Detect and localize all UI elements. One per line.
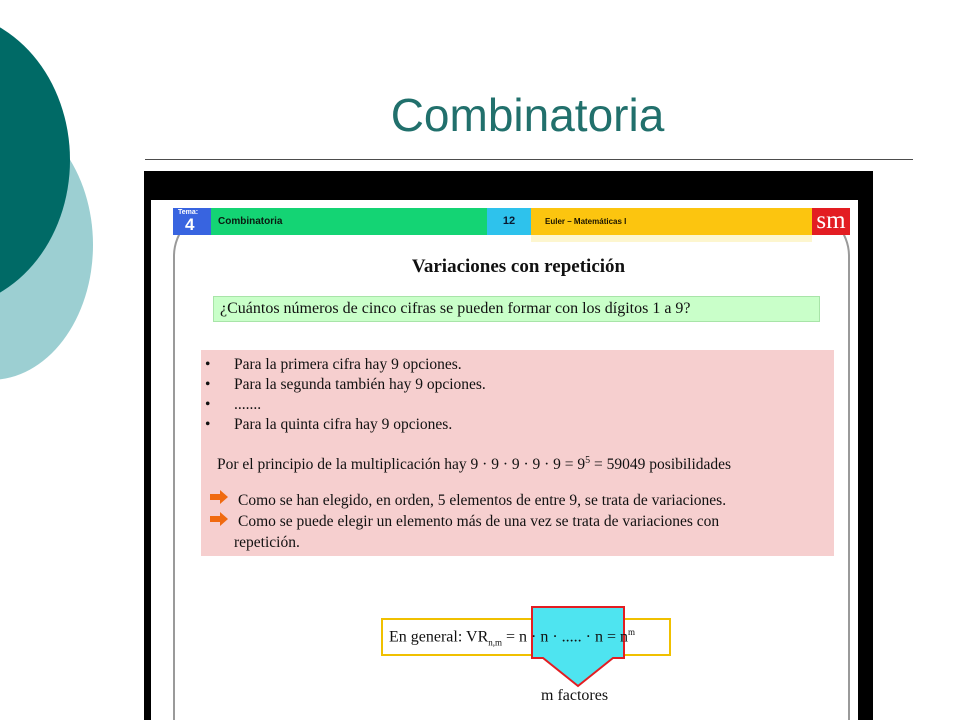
header-page-number: 12 [487, 208, 531, 235]
question-box: ¿Cuántos números de cinco cifras se pueden formar con los dígitos 1 a 9? [213, 296, 820, 322]
factors-label: m factores [541, 687, 609, 704]
bullet-marker: • [205, 396, 211, 413]
tema-label: Tema: [178, 209, 199, 216]
title-divider [145, 159, 913, 160]
conclusion-text: repetición. [234, 534, 300, 551]
principle-result: = 59049 posibilidades [590, 456, 732, 474]
tema-number: 4 [185, 215, 195, 234]
worksheet [151, 200, 858, 720]
formula-subscript: n,m [488, 637, 502, 648]
formula-middle: = n · n · ..... · n = n [502, 628, 629, 646]
section-title: Variaciones con repetición [411, 256, 626, 277]
bullet-marker: • [205, 416, 211, 433]
bullet-text: Para la primera cifra hay 9 opciones. [234, 356, 462, 373]
header-strip [531, 235, 812, 242]
general-formula [389, 627, 635, 648]
header-book-title: Euler – Matemáticas I [531, 208, 812, 235]
reasoning-box [201, 350, 834, 556]
publisher-logo: sm [812, 208, 850, 235]
orange-arrow-icon [210, 490, 228, 504]
header-section: Combinatoria [211, 208, 487, 235]
formula-prefix: En general: VR [389, 628, 489, 646]
slide-title: Combinatoria [390, 89, 665, 141]
principle-exponent: 5 [585, 455, 591, 466]
multiplication-principle [217, 455, 731, 474]
embedded-slide-image [144, 171, 873, 720]
bullet-text: Para la segunda también hay 9 opciones. [234, 376, 486, 393]
principle-text: Por el principio de la multiplicación hay 9 · 9 · 9 · 9 · 9 = 9 [217, 456, 586, 474]
formula-exponent: m [628, 627, 636, 637]
conclusion-text: Como se puede elegir un elemento más de una vez se trata de variaciones con [238, 513, 720, 530]
bullet-marker: • [205, 376, 211, 393]
bullet-text: ....... [234, 396, 262, 413]
bullet-text: Para la quinta cifra hay 9 opciones. [234, 416, 453, 433]
conclusion-text: Como se han elegido, en orden, 5 elementos de entre 9, se trata de variaciones. [238, 492, 727, 509]
header-tema [173, 208, 211, 235]
bullet-marker: • [205, 356, 211, 373]
orange-arrow-icon [210, 512, 228, 526]
